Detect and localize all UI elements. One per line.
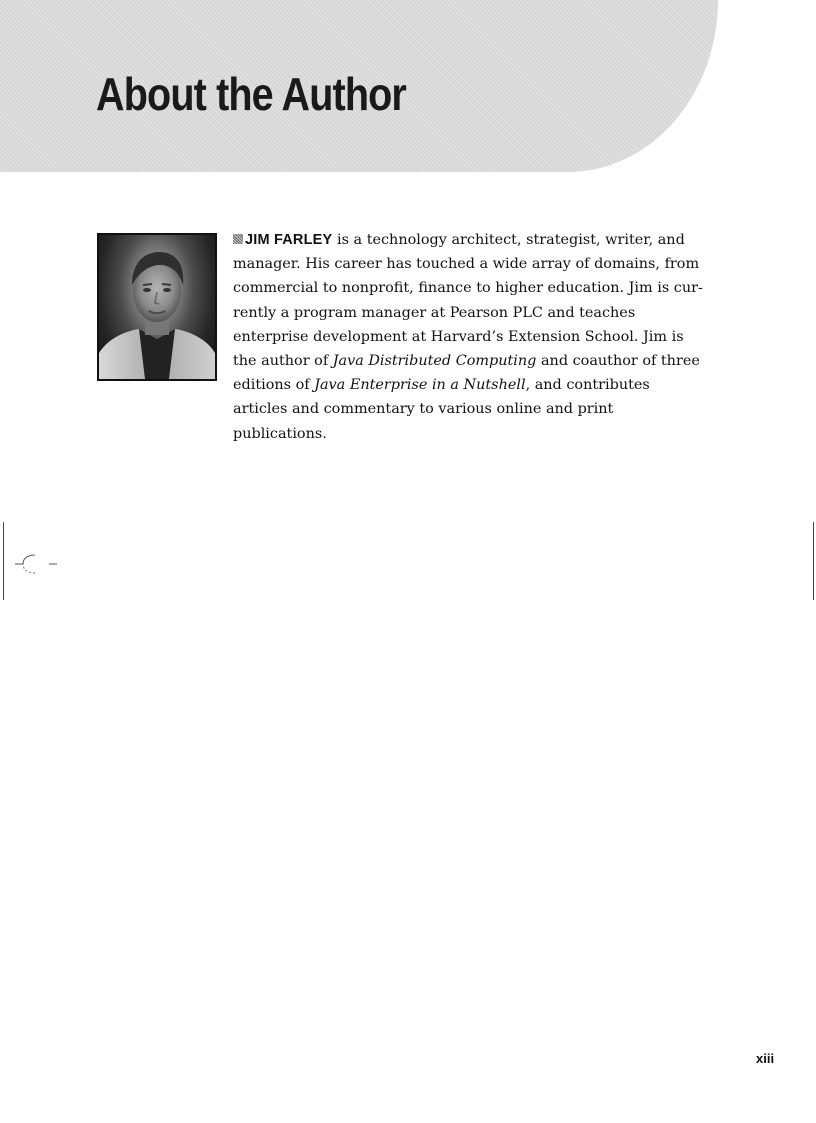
bio-text: is a technology architect, strategist, writer, and manager. His career has touched a wide array of domains, from commercial to nonprofit, finance to higher education. Jim is cur-rently a program manager at Pearson PLC and teaches enterprise development at Harvard’s Extension School. Jim is the author of <box>233 232 703 370</box>
author-name: JIM FARLEY <box>245 232 333 248</box>
bio-text: , and contributes articles and commentary to various online and print publications. <box>233 377 650 442</box>
author-photo <box>97 233 217 381</box>
bio-text: and coauthor of three editions of <box>233 353 700 394</box>
paragraph-marker-icon <box>233 234 243 244</box>
page-title: About the Author <box>96 68 406 120</box>
registration-mark-icon <box>15 549 65 579</box>
page-number: xiii <box>756 1051 775 1066</box>
left-crop-line <box>3 522 4 600</box>
author-portrait-icon <box>99 235 215 379</box>
book-title: Java Enterprise in a Nutshell <box>314 377 526 394</box>
author-bio <box>233 228 703 446</box>
right-crop-line <box>813 522 814 600</box>
book-title: Java Distributed Computing <box>332 353 537 370</box>
